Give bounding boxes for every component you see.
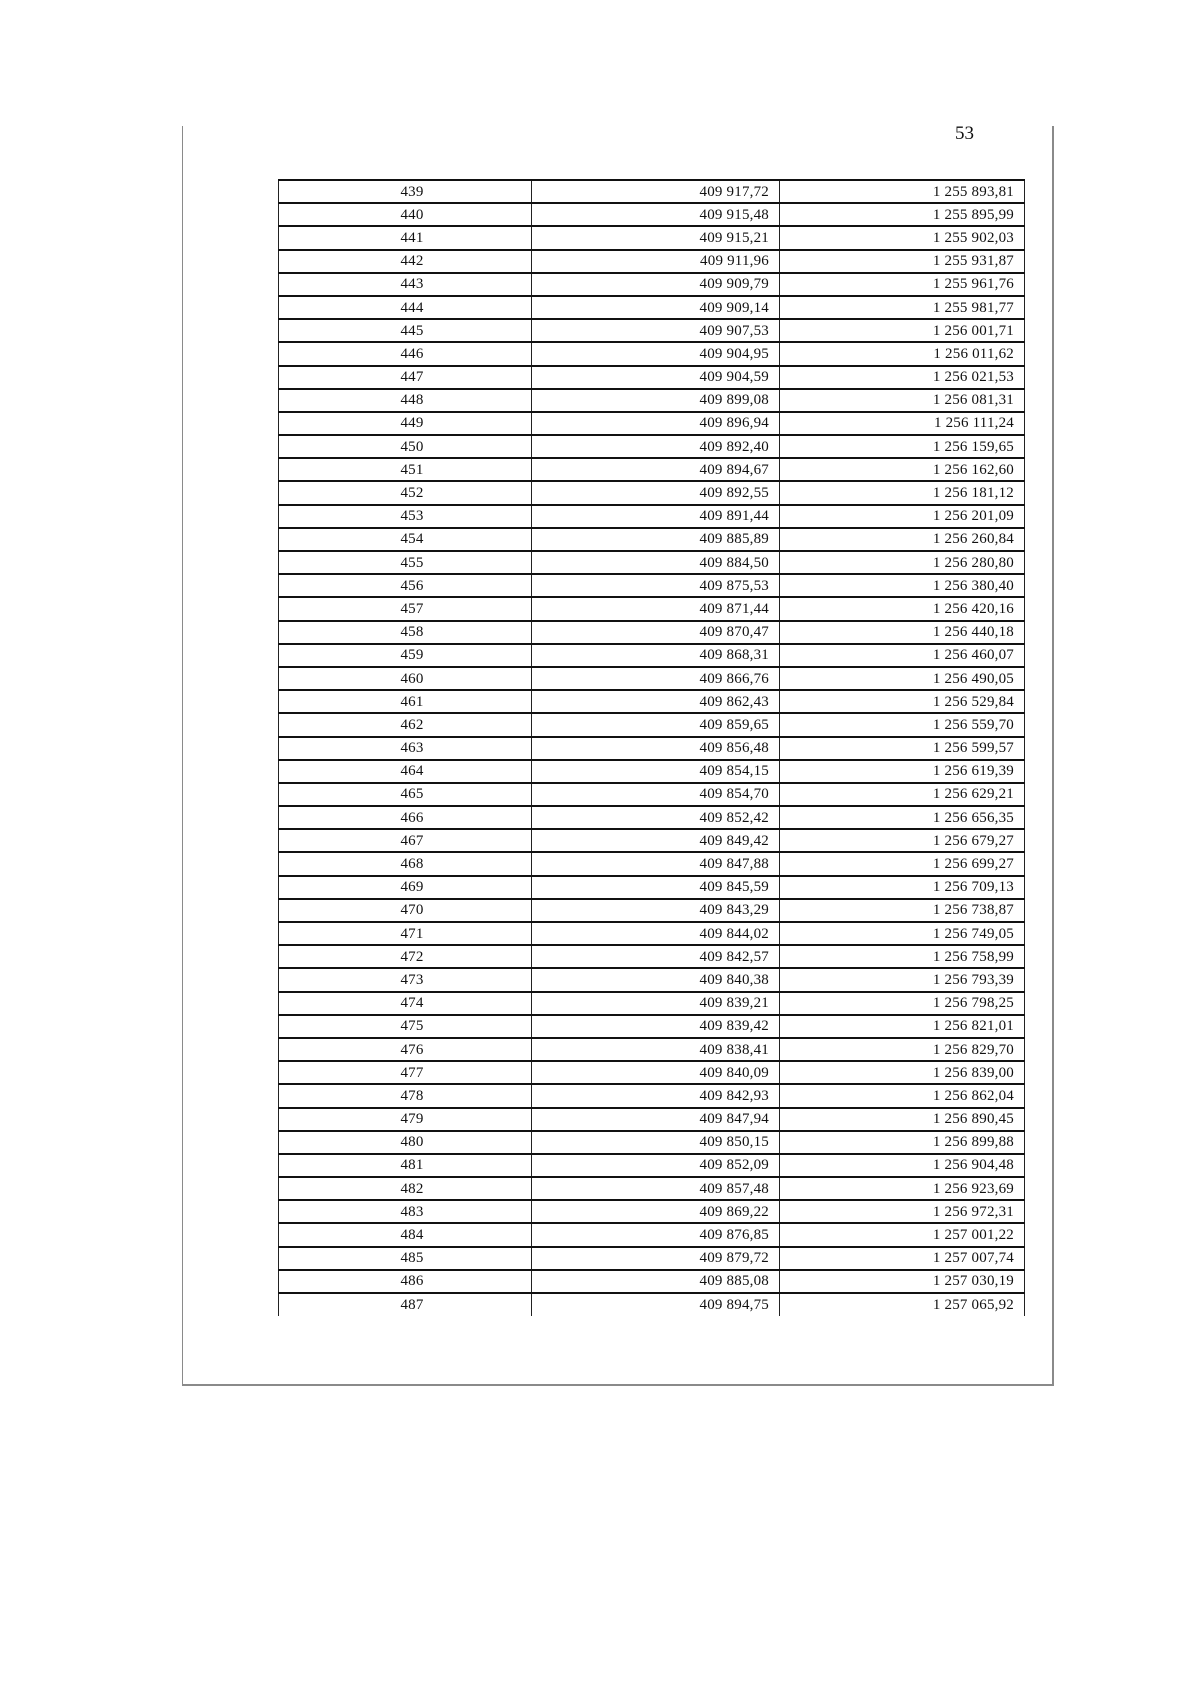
table-row [279, 505, 1025, 528]
point-number-cell: 446 [279, 342, 532, 365]
point-number-cell: 466 [279, 806, 532, 829]
y-coordinate-cell: 1 256 923,69 [780, 1177, 1025, 1200]
x-coordinate-cell: 409 852,42 [532, 806, 780, 829]
x-coordinate-cell: 409 849,42 [532, 829, 780, 852]
y-coordinate-cell: 1 256 699,27 [780, 852, 1025, 875]
table-row [279, 690, 1025, 713]
y-coordinate-cell: 1 256 599,57 [780, 737, 1025, 760]
y-coordinate-cell: 1 256 380,40 [780, 574, 1025, 597]
point-number-cell: 481 [279, 1154, 532, 1177]
y-coordinate-cell: 1 256 629,21 [780, 783, 1025, 806]
point-number-cell: 470 [279, 899, 532, 922]
table-row [279, 713, 1025, 736]
table-row [279, 296, 1025, 319]
x-coordinate-cell: 409 842,93 [532, 1084, 780, 1107]
point-number-cell: 482 [279, 1177, 532, 1200]
point-number-cell: 454 [279, 528, 532, 551]
table-row [279, 644, 1025, 667]
table-row [279, 1061, 1025, 1084]
table-row [279, 1177, 1025, 1200]
table-row [279, 226, 1025, 249]
x-coordinate-cell: 409 850,15 [532, 1131, 780, 1154]
x-coordinate-cell: 409 868,31 [532, 644, 780, 667]
x-coordinate-cell: 409 839,42 [532, 1015, 780, 1038]
x-coordinate-cell: 409 870,47 [532, 621, 780, 644]
table-row [279, 876, 1025, 899]
point-number-cell: 456 [279, 574, 532, 597]
y-coordinate-cell: 1 256 490,05 [780, 667, 1025, 690]
y-coordinate-cell: 1 257 001,22 [780, 1223, 1025, 1246]
table-row [279, 597, 1025, 620]
point-number-cell: 443 [279, 273, 532, 296]
x-coordinate-cell: 409 844,02 [532, 922, 780, 945]
point-number-cell: 448 [279, 389, 532, 412]
point-number-cell: 455 [279, 551, 532, 574]
x-coordinate-cell: 409 876,85 [532, 1223, 780, 1246]
y-coordinate-cell: 1 256 904,48 [780, 1154, 1025, 1177]
point-number-cell: 471 [279, 922, 532, 945]
x-coordinate-cell: 409 904,95 [532, 342, 780, 365]
point-number-cell: 472 [279, 945, 532, 968]
table-row [279, 1108, 1025, 1131]
point-number-cell: 465 [279, 783, 532, 806]
x-coordinate-cell: 409 892,40 [532, 435, 780, 458]
table-row [279, 1223, 1025, 1246]
table-row [279, 481, 1025, 504]
x-coordinate-cell: 409 885,89 [532, 528, 780, 551]
point-number-cell: 463 [279, 737, 532, 760]
y-coordinate-cell: 1 257 007,74 [780, 1247, 1025, 1270]
point-number-cell: 476 [279, 1038, 532, 1061]
y-coordinate-cell: 1 256 738,87 [780, 899, 1025, 922]
table-row [279, 1270, 1025, 1293]
y-coordinate-cell: 1 255 931,87 [780, 250, 1025, 273]
point-number-cell: 484 [279, 1223, 532, 1246]
y-coordinate-cell: 1 256 899,88 [780, 1131, 1025, 1154]
x-coordinate-cell: 409 866,76 [532, 667, 780, 690]
table-row [279, 574, 1025, 597]
point-number-cell: 457 [279, 597, 532, 620]
x-coordinate-cell: 409 871,44 [532, 597, 780, 620]
y-coordinate-cell: 1 255 961,76 [780, 273, 1025, 296]
table-row [279, 203, 1025, 226]
x-coordinate-cell: 409 856,48 [532, 737, 780, 760]
table-row [279, 992, 1025, 1015]
coordinates-table [278, 179, 1025, 1316]
page-number: 53 [955, 123, 974, 144]
x-coordinate-cell: 409 904,59 [532, 366, 780, 389]
x-coordinate-cell: 409 896,94 [532, 412, 780, 435]
x-coordinate-cell: 409 852,09 [532, 1154, 780, 1177]
x-coordinate-cell: 409 885,08 [532, 1270, 780, 1293]
point-number-cell: 487 [279, 1293, 532, 1316]
coordinates-table-body [279, 180, 1025, 1316]
point-number-cell: 468 [279, 852, 532, 875]
point-number-cell: 483 [279, 1200, 532, 1223]
table-row [279, 783, 1025, 806]
x-coordinate-cell: 409 839,21 [532, 992, 780, 1015]
x-coordinate-cell: 409 840,38 [532, 968, 780, 991]
table-row [279, 389, 1025, 412]
table-row [279, 922, 1025, 945]
y-coordinate-cell: 1 256 181,12 [780, 481, 1025, 504]
x-coordinate-cell: 409 894,75 [532, 1293, 780, 1316]
x-coordinate-cell: 409 840,09 [532, 1061, 780, 1084]
point-number-cell: 461 [279, 690, 532, 713]
point-number-cell: 485 [279, 1247, 532, 1270]
y-coordinate-cell: 1 256 821,01 [780, 1015, 1025, 1038]
table-row [279, 1084, 1025, 1107]
point-number-cell: 460 [279, 667, 532, 690]
x-coordinate-cell: 409 879,72 [532, 1247, 780, 1270]
y-coordinate-cell: 1 256 559,70 [780, 713, 1025, 736]
y-coordinate-cell: 1 256 159,65 [780, 435, 1025, 458]
table-row [279, 366, 1025, 389]
y-coordinate-cell: 1 255 893,81 [780, 180, 1025, 203]
table-row [279, 1154, 1025, 1177]
point-number-cell: 479 [279, 1108, 532, 1131]
y-coordinate-cell: 1 256 001,71 [780, 319, 1025, 342]
x-coordinate-cell: 409 857,48 [532, 1177, 780, 1200]
point-number-cell: 475 [279, 1015, 532, 1038]
y-coordinate-cell: 1 256 656,35 [780, 806, 1025, 829]
x-coordinate-cell: 409 894,67 [532, 458, 780, 481]
y-coordinate-cell: 1 256 162,60 [780, 458, 1025, 481]
table-row [279, 760, 1025, 783]
x-coordinate-cell: 409 843,29 [532, 899, 780, 922]
y-coordinate-cell: 1 256 758,99 [780, 945, 1025, 968]
point-number-cell: 447 [279, 366, 532, 389]
y-coordinate-cell: 1 256 829,70 [780, 1038, 1025, 1061]
y-coordinate-cell: 1 256 709,13 [780, 876, 1025, 899]
table-row [279, 412, 1025, 435]
x-coordinate-cell: 409 899,08 [532, 389, 780, 412]
y-coordinate-cell: 1 255 981,77 [780, 296, 1025, 319]
y-coordinate-cell: 1 256 749,05 [780, 922, 1025, 945]
point-number-cell: 464 [279, 760, 532, 783]
table-row [279, 852, 1025, 875]
y-coordinate-cell: 1 256 793,39 [780, 968, 1025, 991]
x-coordinate-cell: 409 891,44 [532, 505, 780, 528]
point-number-cell: 453 [279, 505, 532, 528]
x-coordinate-cell: 409 915,48 [532, 203, 780, 226]
table-row [279, 945, 1025, 968]
point-number-cell: 450 [279, 435, 532, 458]
x-coordinate-cell: 409 875,53 [532, 574, 780, 597]
y-coordinate-cell: 1 256 011,62 [780, 342, 1025, 365]
point-number-cell: 459 [279, 644, 532, 667]
point-number-cell: 462 [279, 713, 532, 736]
table-row [279, 250, 1025, 273]
table-row [279, 621, 1025, 644]
y-coordinate-cell: 1 257 030,19 [780, 1270, 1025, 1293]
table-row [279, 319, 1025, 342]
y-coordinate-cell: 1 256 460,07 [780, 644, 1025, 667]
point-number-cell: 452 [279, 481, 532, 504]
point-number-cell: 440 [279, 203, 532, 226]
table-row [279, 180, 1025, 203]
x-coordinate-cell: 409 909,14 [532, 296, 780, 319]
x-coordinate-cell: 409 854,70 [532, 783, 780, 806]
y-coordinate-cell: 1 256 201,09 [780, 505, 1025, 528]
y-coordinate-cell: 1 257 065,92 [780, 1293, 1025, 1316]
point-number-cell: 445 [279, 319, 532, 342]
y-coordinate-cell: 1 256 839,00 [780, 1061, 1025, 1084]
table-row [279, 829, 1025, 852]
x-coordinate-cell: 409 845,59 [532, 876, 780, 899]
x-coordinate-cell: 409 911,96 [532, 250, 780, 273]
x-coordinate-cell: 409 884,50 [532, 551, 780, 574]
x-coordinate-cell: 409 909,79 [532, 273, 780, 296]
y-coordinate-cell: 1 256 972,31 [780, 1200, 1025, 1223]
point-number-cell: 469 [279, 876, 532, 899]
point-number-cell: 477 [279, 1061, 532, 1084]
x-coordinate-cell: 409 838,41 [532, 1038, 780, 1061]
y-coordinate-cell: 1 256 260,84 [780, 528, 1025, 551]
y-coordinate-cell: 1 256 440,18 [780, 621, 1025, 644]
point-number-cell: 451 [279, 458, 532, 481]
x-coordinate-cell: 409 859,65 [532, 713, 780, 736]
y-coordinate-cell: 1 256 280,80 [780, 551, 1025, 574]
y-coordinate-cell: 1 256 798,25 [780, 992, 1025, 1015]
y-coordinate-cell: 1 256 021,53 [780, 366, 1025, 389]
x-coordinate-cell: 409 907,53 [532, 319, 780, 342]
point-number-cell: 480 [279, 1131, 532, 1154]
y-coordinate-cell: 1 256 619,39 [780, 760, 1025, 783]
table-row [279, 899, 1025, 922]
point-number-cell: 486 [279, 1270, 532, 1293]
table-row [279, 1131, 1025, 1154]
table-row [279, 806, 1025, 829]
table-row [279, 968, 1025, 991]
point-number-cell: 442 [279, 250, 532, 273]
table-row [279, 273, 1025, 296]
x-coordinate-cell: 409 915,21 [532, 226, 780, 249]
x-coordinate-cell: 409 854,15 [532, 760, 780, 783]
x-coordinate-cell: 409 869,22 [532, 1200, 780, 1223]
x-coordinate-cell: 409 862,43 [532, 690, 780, 713]
y-coordinate-cell: 1 256 081,31 [780, 389, 1025, 412]
y-coordinate-cell: 1 255 895,99 [780, 203, 1025, 226]
y-coordinate-cell: 1 255 902,03 [780, 226, 1025, 249]
point-number-cell: 439 [279, 180, 532, 203]
y-coordinate-cell: 1 256 111,24 [780, 412, 1025, 435]
point-number-cell: 458 [279, 621, 532, 644]
table-row [279, 458, 1025, 481]
y-coordinate-cell: 1 256 420,16 [780, 597, 1025, 620]
point-number-cell: 449 [279, 412, 532, 435]
y-coordinate-cell: 1 256 890,45 [780, 1108, 1025, 1131]
x-coordinate-cell: 409 847,88 [532, 852, 780, 875]
table-row [279, 737, 1025, 760]
x-coordinate-cell: 409 892,55 [532, 481, 780, 504]
x-coordinate-cell: 409 842,57 [532, 945, 780, 968]
table-row [279, 1038, 1025, 1061]
table-row [279, 1293, 1025, 1316]
point-number-cell: 444 [279, 296, 532, 319]
x-coordinate-cell: 409 917,72 [532, 180, 780, 203]
table-row [279, 667, 1025, 690]
table-row [279, 1247, 1025, 1270]
x-coordinate-cell: 409 847,94 [532, 1108, 780, 1131]
table-row [279, 551, 1025, 574]
table-row [279, 1200, 1025, 1223]
point-number-cell: 441 [279, 226, 532, 249]
point-number-cell: 474 [279, 992, 532, 1015]
table-row [279, 1015, 1025, 1038]
point-number-cell: 467 [279, 829, 532, 852]
point-number-cell: 473 [279, 968, 532, 991]
y-coordinate-cell: 1 256 862,04 [780, 1084, 1025, 1107]
table-row [279, 435, 1025, 458]
y-coordinate-cell: 1 256 679,27 [780, 829, 1025, 852]
point-number-cell: 478 [279, 1084, 532, 1107]
y-coordinate-cell: 1 256 529,84 [780, 690, 1025, 713]
table-row [279, 342, 1025, 365]
table-row [279, 528, 1025, 551]
